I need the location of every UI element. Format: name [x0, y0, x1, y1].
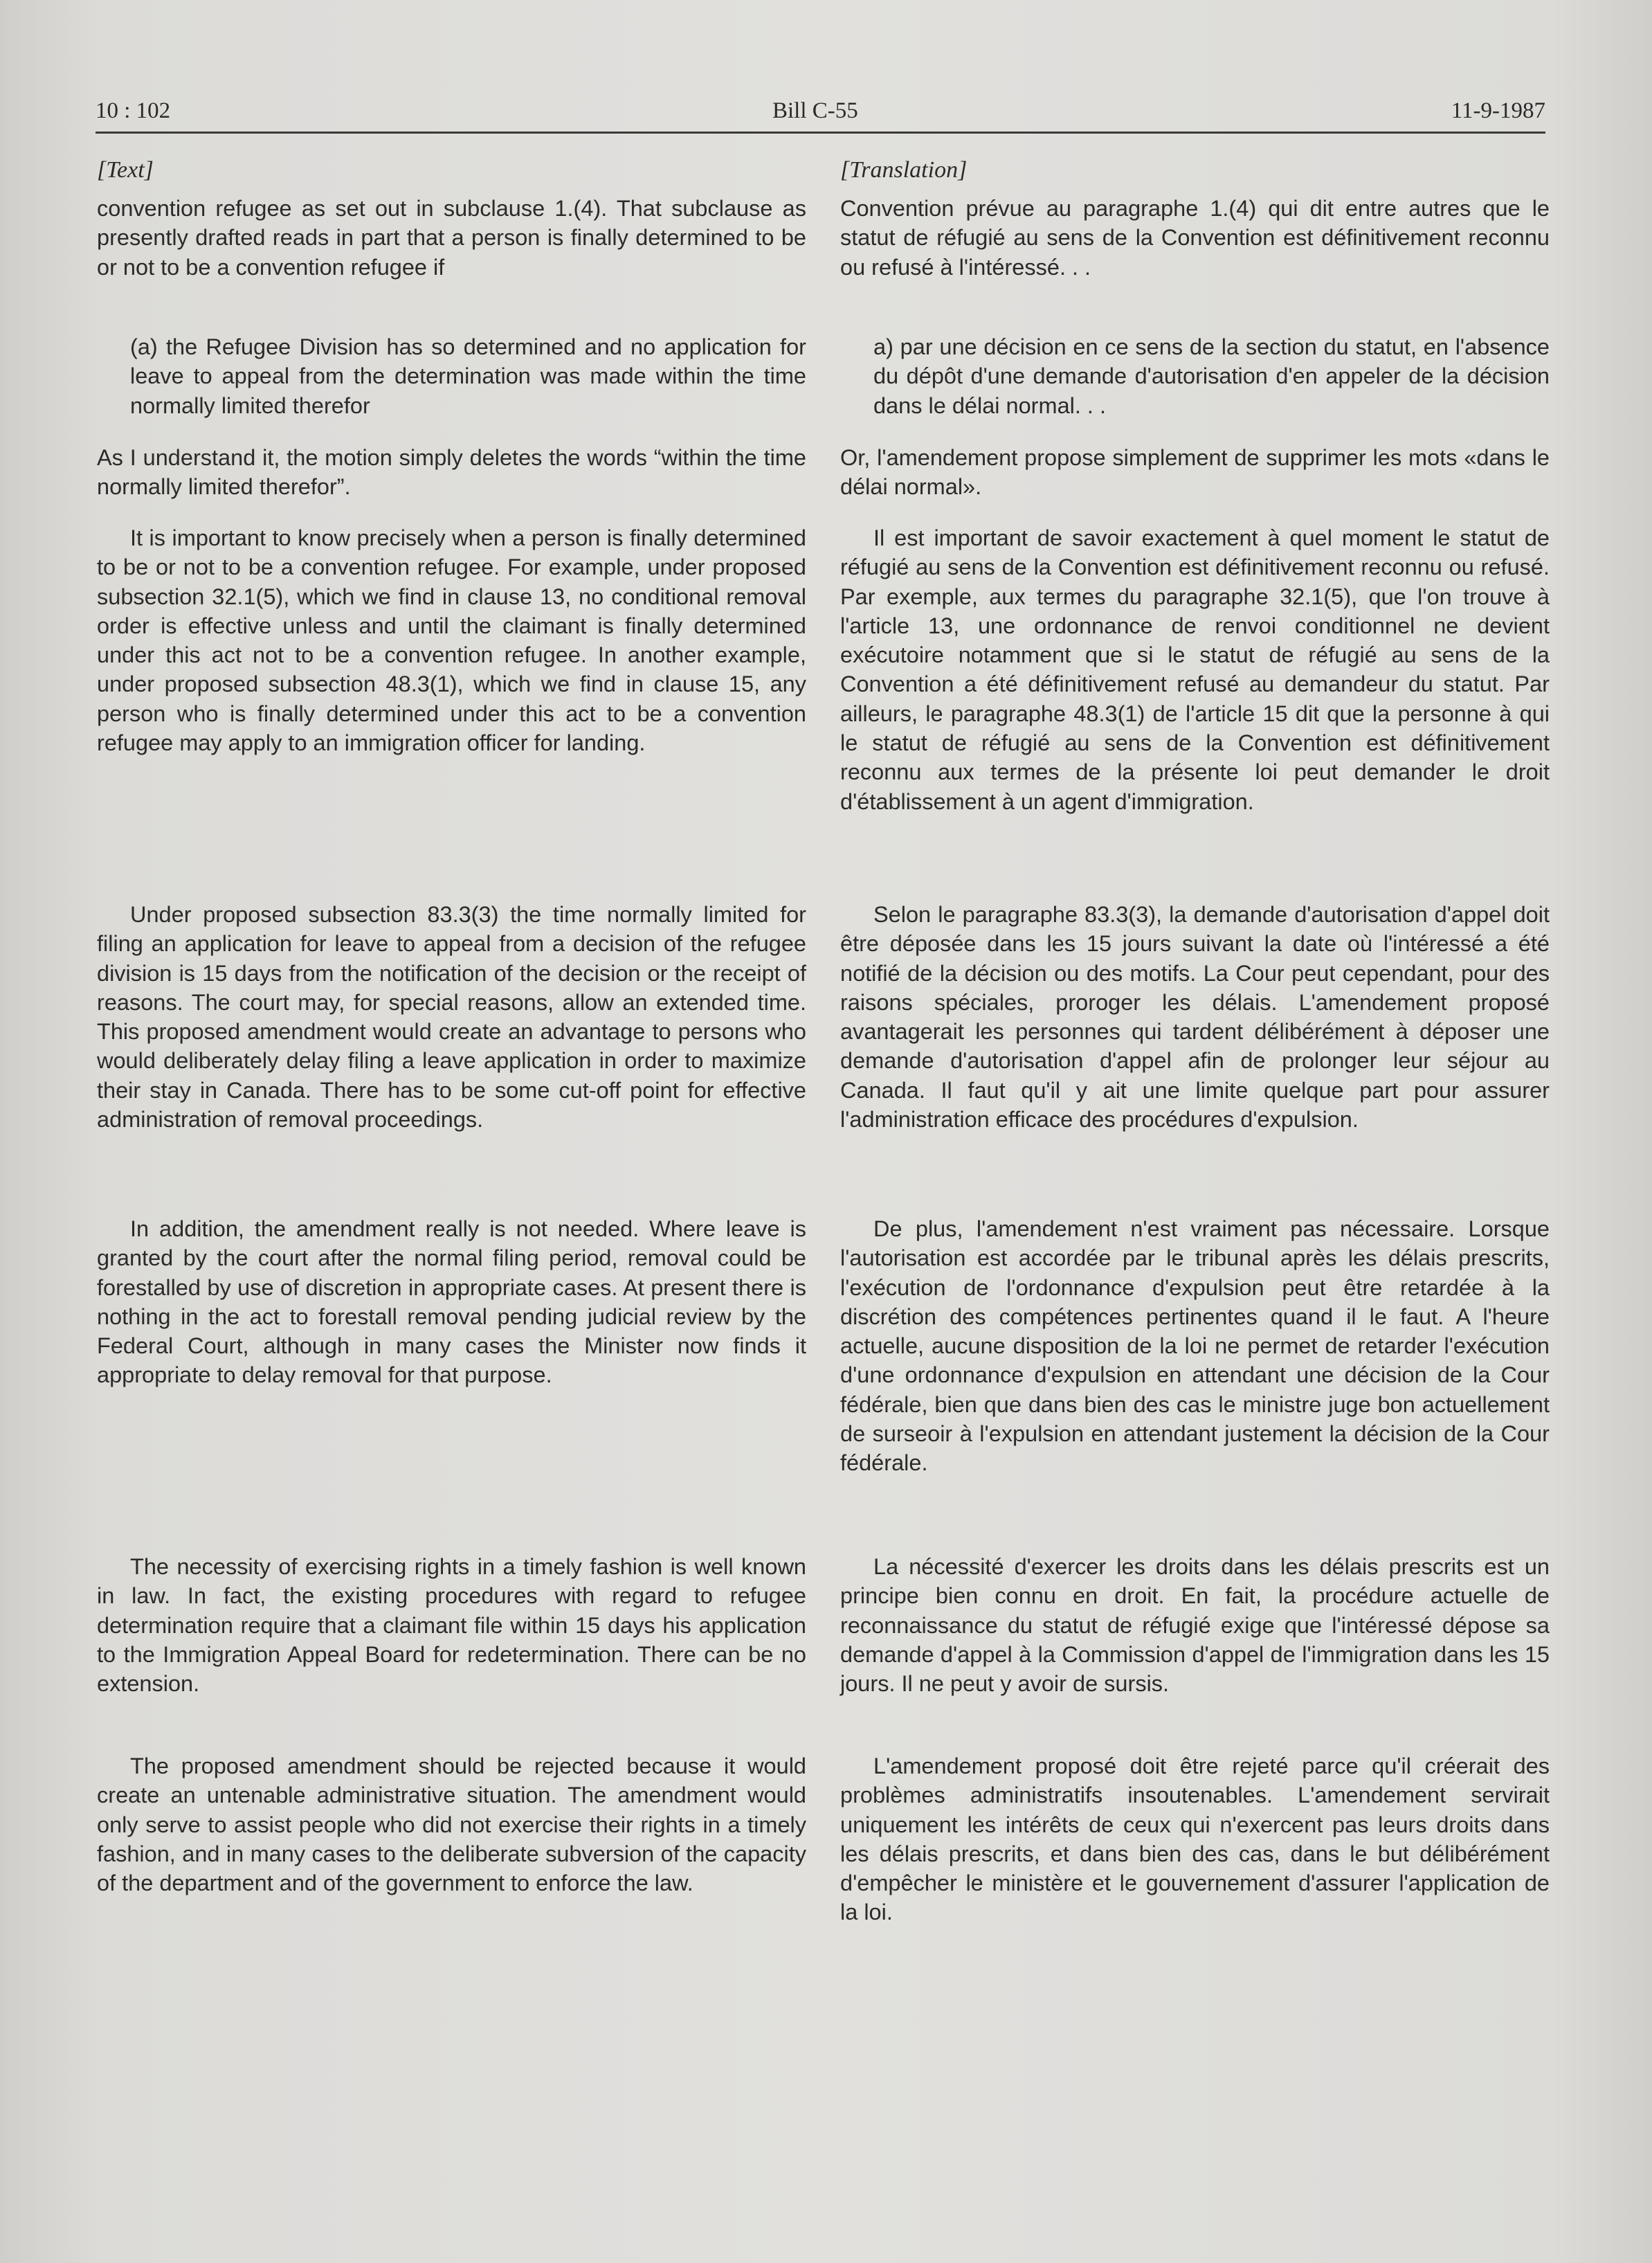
paragraph: Or, l'amendement propose simplement de supprimer les mots «dans le délai normal». [840, 445, 1550, 500]
paragraph: In addition, the amendment really is not needed. Where leave is granted by the court after the normal filing period, removal could be forestalled by use of discretion in appropriate cases. At present there is nothing in the act to forestall removal pending judicial review by the Federal Court, although in many cases the Minister now finds it appropriate to delay removal for that purpose. [97, 1216, 806, 1388]
running-head [96, 98, 1545, 133]
paragraph: The proposed amendment should be rejected because it would create an untenable administrative situation. The amendment would only serve to assist people who did not exercise their rights in a timely fashion, and in many cases to the deliberate subversion of the capacity of the department and of the government to enforce the law. [97, 1753, 806, 1896]
header-rule [96, 132, 1545, 134]
bill-title: Bill C-55 [772, 98, 858, 123]
quoted-clause: a) par une décision en ce sens de la section du statut, en l'absence du dépôt d'une demande d'autorisation d'en appeler de la décision dans le délai normal. . . [873, 334, 1550, 418]
quoted-clause: (a) the Refugee Division has so determined and no application for leave to appeal from the determination was made within the time normally limited therefor [130, 334, 806, 418]
page-number: 10 : 102 [96, 98, 171, 123]
english-column [97, 156, 806, 1896]
paragraph: As I understand it, the motion simply deletes the words “within the time normally limited therefor”. [97, 445, 806, 500]
paragraph: De plus, l'amendement n'est vraiment pas nécessaire. Lorsque l'autorisation est accordée par le tribunal après les délais prescrits, l'exécution de l'ordonnance d'expulsion peut être retardée à la discrétion des compétences pertinentes quand il le faut. A l'heure actuelle, aucune disposition de la loi ne permet de retarder l'exécution d'une ordonnance d'expulsion en attendant une décision de la Cour fédérale, bien que dans bien des cas le ministre juge bon actuellement de surseoir à l'expulsion en attendant justement la décision de la Cour fédérale. [840, 1216, 1550, 1476]
header-date: 11-9-1987 [1451, 98, 1545, 123]
paragraph: Selon le paragraphe 83.3(3), la demande d'autorisation d'appel doit être déposée dans les 15 jours suivant la date où l'intéressé a été notifié de la décision ou des motifs. La Cour peut cependant, pour des raisons spéciales, proroger les délais. L'amendement proposé avantagerait les personnes qui tardent délibérément à déposer une demande d'autorisation d'appel afin de prolonger leur séjour au Canada. Il faut qu'il y ait une limite quelque part pour assurer l'administration efficace des procédures d'expulsion. [840, 902, 1550, 1133]
paragraph: It is important to know precisely when a person is finally determined to be or not to be a convention refugee. For example, under proposed subsection 32.1(5), which we find in clause 13, no conditional removal order is effective unless and until the claimant is finally determined under this act not to be a convention refugee. In another example, under proposed subsection 48.3(1), which we find in clause 15, any person who is finally determined under this act to be a convention refugee may apply to an immigration officer for landing. [97, 525, 806, 756]
paragraph: La nécessité d'exercer les droits dans les délais prescrits est un principe bien connu en droit. En fait, la procédure actuelle de reconnaissance du statut de réfugié exige que l'intéressé dépose sa demande d'appel à la Commission d'appel de l'immigration dans les 15 jours. Il ne peut y avoir de sursis. [840, 1554, 1550, 1697]
column-label-text: [Text] [97, 157, 154, 183]
paragraph: The necessity of exercising rights in a timely fashion is well known in law. In fact, the existing procedures with regard to refugee determination require that a claimant file within 15 days his application to the Immigration Appeal Board for redetermination. There can be no extension. [97, 1554, 806, 1697]
paragraph: L'amendement proposé doit être rejeté parce qu'il créerait des problèmes administratifs insoutenables. L'amendement servirait uniquement les intérêts de ceux qui n'exercent pas leurs droits dans les délais prescrits, et dans bien des cas, dans le but délibérément d'empêcher le ministère et le gouvernement d'assurer l'application de la loi. [840, 1753, 1550, 1925]
paragraph: Il est important de savoir exactement à quel moment le statut de réfugié au sens de la Convention est définitivement reconnu ou refusé. Par exemple, aux termes du paragraphe 32.1(5), que l'on trouve à l'article 13, une ordonnance de renvoi conditionnel ne devient exécutoire notamment que si le statut de réfugié au sens de la Convention a été définitivement refusé au demandeur du statut. Par ailleurs, le paragraphe 48.3(1) de l'article 15 dit que la personne à qui le statut de réfugié au sens de la Convention est définitivement reconnu aux termes de la présente loi peut demander le droit d'établissement à un agent d'immigration. [840, 525, 1550, 814]
french-column [840, 156, 1550, 1925]
paragraph: Under proposed subsection 83.3(3) the time normally limited for filing an application for leave to appeal from a decision of the refugee division is 15 days from the notification of the decision or the receipt of reasons. The court may, for special reasons, allow an extended time. This proposed amendment would create an advantage to persons who would deliberately delay filing a leave application in order to maximize their stay in Canada. There has to be some cut-off point for effective administration of removal proceedings. [97, 902, 806, 1133]
paragraph: Convention prévue au paragraphe 1.(4) qui dit entre autres que le statut de réfugié au sens de la Convention est définitivement reconnu ou refusé à l'intéressé. . . [840, 196, 1550, 280]
paragraph: convention refugee as set out in subclause 1.(4). That subclause as presently drafted reads in part that a person is finally determined to be or not to be a convention refugee if [97, 196, 806, 280]
column-label-translation: [Translation] [840, 157, 968, 183]
